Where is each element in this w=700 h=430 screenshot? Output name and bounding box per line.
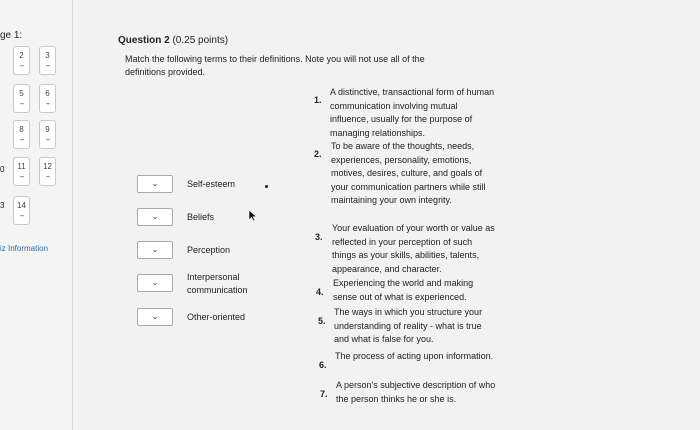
definition-text: A distinctive, transactional form of human communication involving mutual influence, usually for the purpose of managing relationships. [330,87,495,138]
definition-number: 6. [319,360,327,370]
definition-number: 1. [314,95,322,105]
question-instructions: Match the following terms to their definitions. Note you will not use all of the definitions provided. [125,54,425,77]
term-label: Interpersonal communication [187,272,248,295]
question-title: Question 2 (0.25 points) [118,35,229,46]
definition-number: 4. [316,287,324,297]
cut-off-question-number: 3 [0,201,5,210]
match-answer-dropdown[interactable] [137,175,173,193]
question-nav-button[interactable]: 8 -- [13,120,30,149]
quiz-navigation-sidebar [0,0,73,430]
definition-text: To be aware of the thoughts, needs, experiences, personality, emotions, motives, desires, culture, and goals of your communication partners while still maintaining your own integrity. [331,141,486,205]
definition-number: 7. [320,389,328,399]
cut-off-question-number: 0 [0,165,5,174]
mouse-cursor-icon [248,209,258,222]
chevron-down-icon: ⌄ [151,212,159,221]
question-nav-button[interactable]: 14 -- [13,196,30,225]
match-answer-dropdown[interactable] [137,241,173,259]
question-nav-button[interactable]: 9 -- [39,120,56,149]
match-answer-dropdown[interactable] [137,308,173,326]
match-answer-dropdown[interactable] [137,274,173,292]
question-nav-button[interactable]: 11 -- [13,157,30,186]
definition-text: Experiencing the world and making sense out of what is experienced. [333,278,474,302]
question-nav-button[interactable]: 2 -- [13,46,30,75]
chevron-down-icon: ⌄ [151,245,159,254]
term-label: Beliefs [187,212,215,222]
question-points: (0.25 points) [172,35,229,46]
bullet-dot [265,185,268,188]
question-nav-button[interactable]: 5 -- [13,84,30,113]
question-nav-button[interactable]: 3 -- [39,46,56,75]
match-answer-dropdown[interactable] [137,208,173,226]
definition-text: Your evaluation of your worth or value as reflected in your perception of such things as your skills, abilities, talents, appearance, and character. [332,223,495,274]
chevron-down-icon: ⌄ [151,312,159,321]
question-nav-button[interactable]: 6 -- [39,84,56,113]
question-nav-button[interactable]: 12 -- [39,157,56,186]
definition-text: The ways in which you structure your understanding of reality - what is true and what is false for you. [334,307,483,344]
definition-number: 5. [318,316,326,326]
chevron-down-icon: ⌄ [151,179,159,188]
term-label: Self-esteem [187,179,236,189]
chevron-down-icon: ⌄ [151,278,159,287]
definition-number: 3. [315,232,323,242]
definition-text: The process of acting upon information. [335,351,494,361]
quiz-information-link[interactable]: iz Information [0,244,49,253]
definition-text: A person's subjective description of who the person thinks he or she is. [336,380,496,404]
definition-number: 2. [314,149,322,159]
term-label: Perception [187,245,231,255]
term-label: Other-oriented [187,312,246,322]
page-label: ge 1: [0,30,23,41]
